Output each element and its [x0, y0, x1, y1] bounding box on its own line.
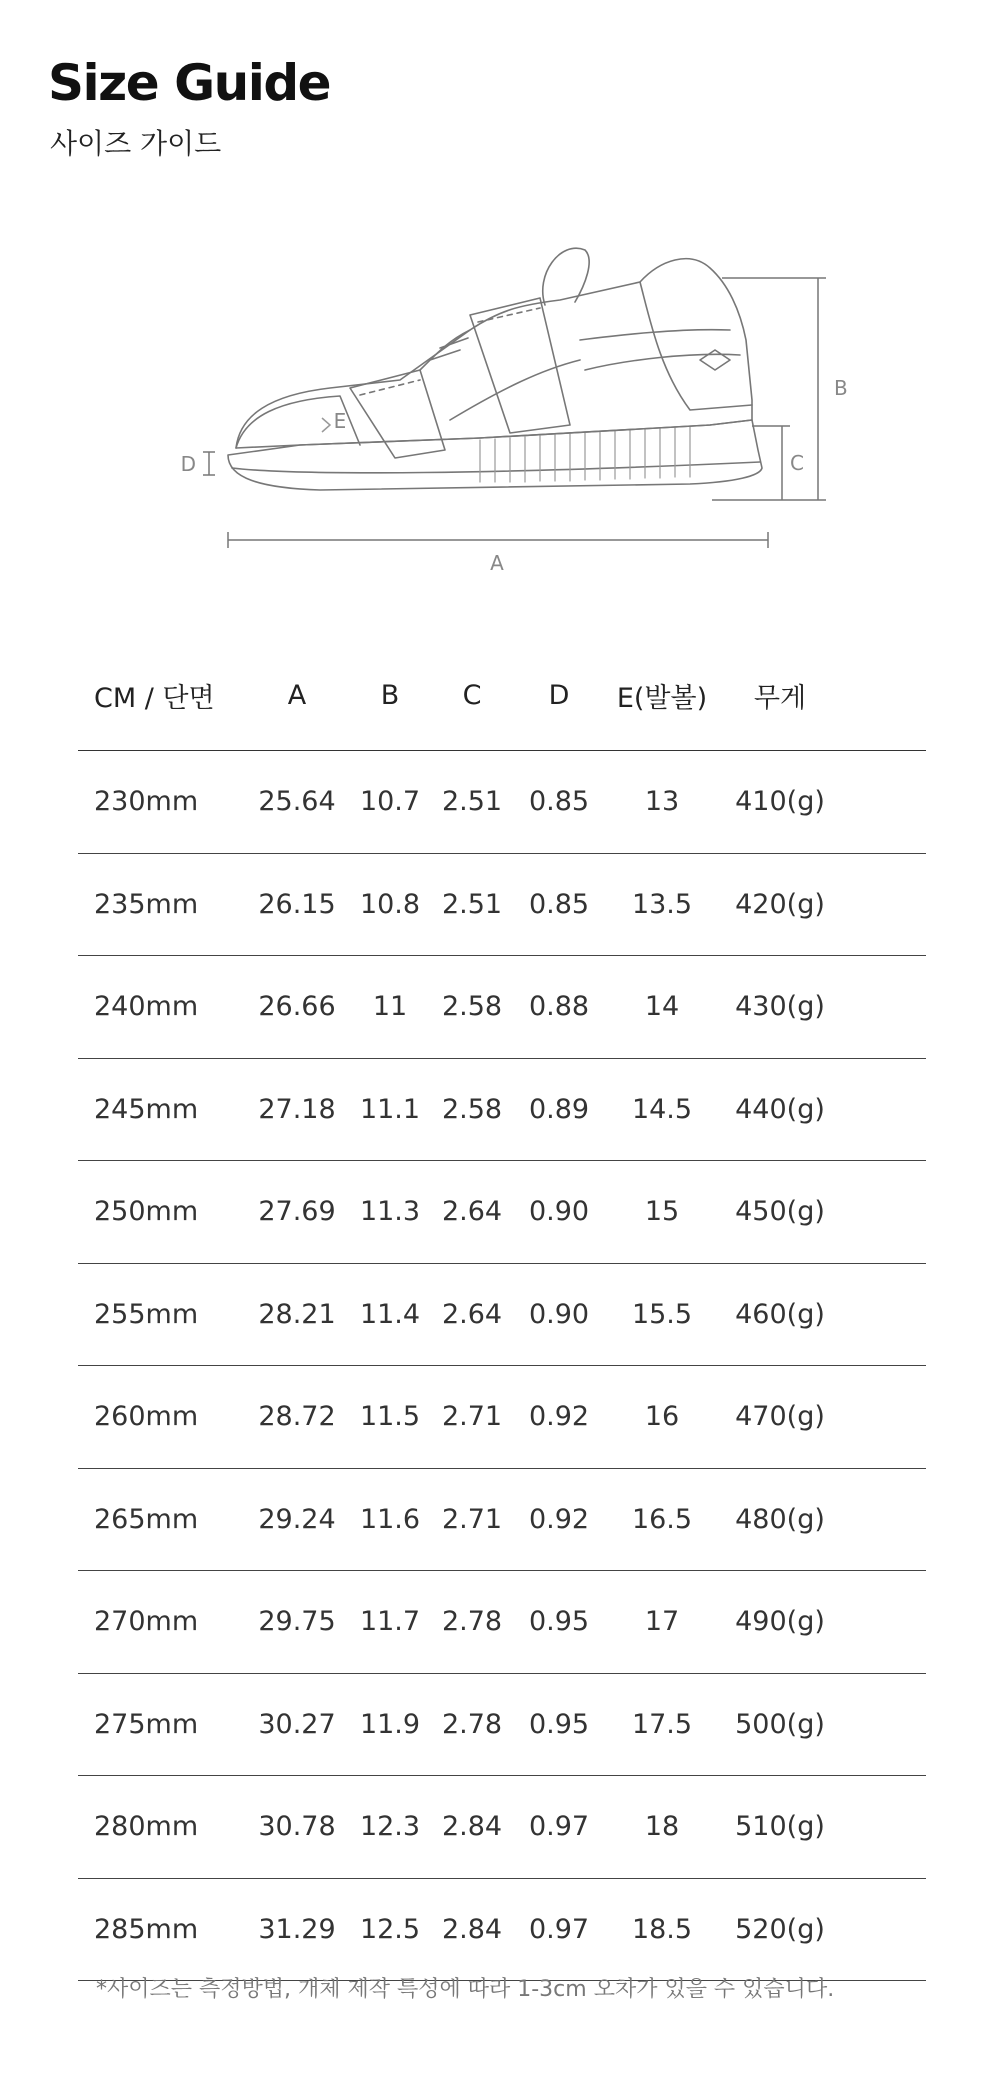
cell-a: 31.29	[242, 1878, 352, 1981]
measure-b-label: B	[834, 376, 848, 400]
cell-c: 2.58	[428, 956, 516, 1059]
cell-d: 0.85	[516, 853, 602, 956]
shoe-lower-strap-stitch	[360, 380, 420, 395]
shoe-heel-logo	[700, 350, 730, 370]
table-row	[78, 1161, 926, 1264]
cell-size: 285mm	[78, 1878, 242, 1981]
cell-size: 265mm	[78, 1468, 242, 1571]
cell-e: 16.5	[602, 1468, 722, 1571]
cell-d: 0.95	[516, 1571, 602, 1674]
shoe-upper	[236, 259, 752, 448]
cell-c: 2.71	[428, 1468, 516, 1571]
col-header-spacer	[838, 640, 926, 751]
col-header-a: A	[242, 640, 352, 751]
cell-b: 11.5	[352, 1366, 428, 1469]
cell-b: 11.4	[352, 1263, 428, 1366]
cell-weight: 500(g)	[722, 1673, 838, 1776]
cell-a: 27.69	[242, 1161, 352, 1264]
cell-d: 0.97	[516, 1776, 602, 1879]
cell-b: 11.6	[352, 1468, 428, 1571]
cell-size: 240mm	[78, 956, 242, 1059]
cell-c: 2.64	[428, 1263, 516, 1366]
shoe-lower-strap	[350, 370, 445, 458]
cell-spacer	[838, 956, 926, 1059]
page-subtitle: 사이즈 가이드	[50, 127, 222, 160]
cell-weight: 480(g)	[722, 1468, 838, 1571]
col-header-b: B	[352, 640, 428, 751]
cell-weight: 470(g)	[722, 1366, 838, 1469]
cell-weight: 430(g)	[722, 956, 838, 1059]
cell-a: 30.27	[242, 1673, 352, 1776]
cell-d: 0.85	[516, 751, 602, 854]
cell-e: 16	[602, 1366, 722, 1469]
cell-a: 27.18	[242, 1058, 352, 1161]
cell-spacer	[838, 1161, 926, 1264]
table-body	[78, 751, 926, 1981]
table-row	[78, 1058, 926, 1161]
cell-b: 11	[352, 956, 428, 1059]
cell-size: 230mm	[78, 751, 242, 854]
cell-e: 18	[602, 1776, 722, 1879]
cell-spacer	[838, 1468, 926, 1571]
table-row	[78, 853, 926, 956]
shoe-pull-loop	[543, 248, 589, 305]
cell-b: 11.1	[352, 1058, 428, 1161]
cell-e: 13.5	[602, 853, 722, 956]
table-row	[78, 1776, 926, 1879]
cell-spacer	[838, 1263, 926, 1366]
cell-a: 25.64	[242, 751, 352, 854]
cell-b: 12.5	[352, 1878, 428, 1981]
cell-weight: 490(g)	[722, 1571, 838, 1674]
table-row	[78, 1673, 926, 1776]
shoe-upper-strap	[470, 298, 570, 433]
cell-a: 28.21	[242, 1263, 352, 1366]
cell-c: 2.84	[428, 1776, 516, 1879]
col-header-e: E(발볼)	[602, 640, 722, 751]
size-table	[78, 640, 926, 1981]
cell-c: 2.51	[428, 853, 516, 956]
cell-spacer	[838, 1571, 926, 1674]
shoe-heel-counter	[640, 282, 752, 410]
cell-d: 0.88	[516, 956, 602, 1059]
cell-spacer	[838, 751, 926, 854]
cell-b: 10.7	[352, 751, 428, 854]
col-header-d: D	[516, 640, 602, 751]
cell-d: 0.95	[516, 1673, 602, 1776]
cell-b: 12.3	[352, 1776, 428, 1879]
measure-c-label: C	[790, 451, 804, 475]
cell-b: 10.8	[352, 853, 428, 956]
table-row	[78, 1571, 926, 1674]
cell-size: 255mm	[78, 1263, 242, 1366]
cell-e: 14.5	[602, 1058, 722, 1161]
cell-c: 2.78	[428, 1673, 516, 1776]
cell-a: 30.78	[242, 1776, 352, 1879]
cell-weight: 510(g)	[722, 1776, 838, 1879]
cell-a: 29.75	[242, 1571, 352, 1674]
cell-size: 245mm	[78, 1058, 242, 1161]
cell-e: 17.5	[602, 1673, 722, 1776]
cell-weight: 440(g)	[722, 1058, 838, 1161]
cell-weight: 420(g)	[722, 853, 838, 956]
cell-c: 2.58	[428, 1058, 516, 1161]
cell-d: 0.92	[516, 1468, 602, 1571]
col-header-weight: 무게	[722, 640, 838, 751]
cell-size: 275mm	[78, 1673, 242, 1776]
cell-c: 2.84	[428, 1878, 516, 1981]
measure-a-label: A	[490, 551, 504, 575]
cell-d: 0.90	[516, 1161, 602, 1264]
cell-size: 260mm	[78, 1366, 242, 1469]
cell-e: 15.5	[602, 1263, 722, 1366]
cell-c: 2.71	[428, 1366, 516, 1469]
cell-c: 2.51	[428, 751, 516, 854]
cell-b: 11.7	[352, 1571, 428, 1674]
cell-e: 14	[602, 956, 722, 1059]
cell-d: 0.92	[516, 1366, 602, 1469]
cell-b: 11.9	[352, 1673, 428, 1776]
cell-c: 2.78	[428, 1571, 516, 1674]
table-header-row	[78, 640, 926, 751]
cell-d: 0.97	[516, 1878, 602, 1981]
shoe-measurement-diagram	[0, 220, 1000, 580]
table-row	[78, 1263, 926, 1366]
shoe-side-stripe-3	[450, 360, 580, 420]
measure-e-marker	[322, 418, 330, 432]
cell-spacer	[838, 1366, 926, 1469]
col-header-c: C	[428, 640, 516, 751]
cell-spacer	[838, 1878, 926, 1981]
shoe-side-stripe-2	[585, 354, 740, 370]
cell-spacer	[838, 1673, 926, 1776]
table-row	[78, 751, 926, 854]
cell-weight: 460(g)	[722, 1263, 838, 1366]
cell-weight: 450(g)	[722, 1161, 838, 1264]
cell-e: 13	[602, 751, 722, 854]
cell-a: 26.15	[242, 853, 352, 956]
col-header-size: CM / 단면	[78, 640, 242, 751]
cell-size: 250mm	[78, 1161, 242, 1264]
table-row	[78, 1878, 926, 1981]
cell-e: 18.5	[602, 1878, 722, 1981]
table-row	[78, 956, 926, 1059]
cell-a: 26.66	[242, 956, 352, 1059]
table-row	[78, 1468, 926, 1571]
table-row	[78, 1366, 926, 1469]
cell-c: 2.64	[428, 1161, 516, 1264]
cell-size: 270mm	[78, 1571, 242, 1674]
heel-wedge-ribs	[480, 426, 690, 482]
cell-size: 280mm	[78, 1776, 242, 1879]
cell-spacer	[838, 853, 926, 956]
cell-weight: 410(g)	[722, 751, 838, 854]
cell-d: 0.89	[516, 1058, 602, 1161]
cell-weight: 520(g)	[722, 1878, 838, 1981]
cell-spacer	[838, 1058, 926, 1161]
cell-d: 0.90	[516, 1263, 602, 1366]
cell-spacer	[838, 1776, 926, 1879]
cell-size: 235mm	[78, 853, 242, 956]
cell-e: 17	[602, 1571, 722, 1674]
cell-b: 11.3	[352, 1161, 428, 1264]
measure-e-label: E	[333, 409, 347, 433]
measure-d-label: D	[180, 452, 196, 476]
shoe-outsole-line	[232, 462, 760, 473]
size-footnote: *사이즈는 측정방법, 개체 제작 특성에 따라 1-3cm 오차가 있을 수 있습니다.	[96, 1977, 835, 2002]
cell-a: 28.72	[242, 1366, 352, 1469]
cell-a: 29.24	[242, 1468, 352, 1571]
cell-e: 15	[602, 1161, 722, 1264]
page-title: Size Guide	[48, 54, 331, 112]
